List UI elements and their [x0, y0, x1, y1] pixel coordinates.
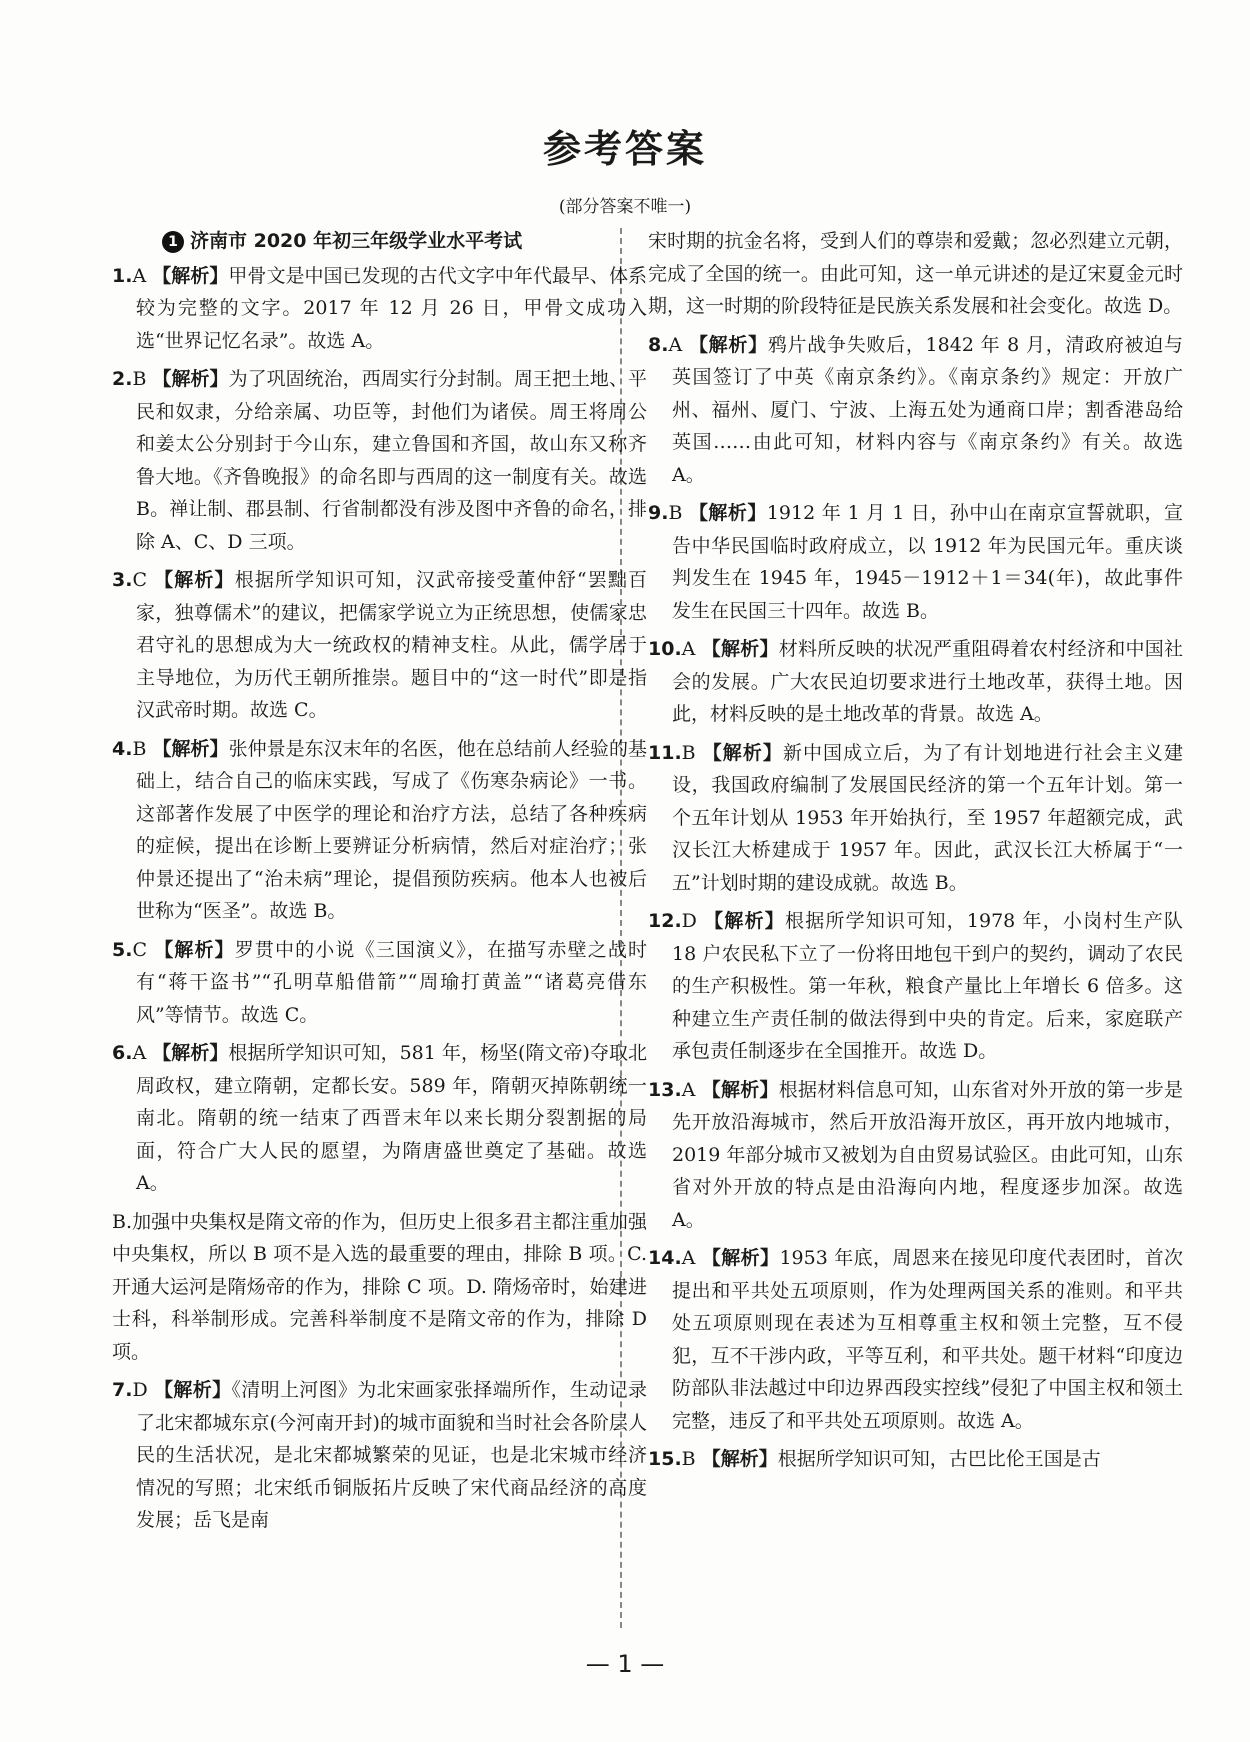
answer-item [112, 1037, 647, 1200]
analysis-tag: 【解析】 [704, 910, 785, 932]
left-answer-list [112, 260, 647, 1537]
answer-extra-note: B.加强中央集权是隋文帝的作为，但历史上很多君主都注重加强中央集权，所以 B 项不是入选的最重要的理由，排除 B 项。C. 开通大运河是隋炀帝的作为，排除 C 项。D. 隋炀帝时，始建进士科，科举制形成。完善科举制度不是隋文帝的作为，排除 D 项。 [112, 1210, 647, 1363]
answer-explanation: 1912 年 1 月 1 日，孙中山在南京宣誓就职，宣告中华民国临时政府成立，以 1912 年为民国元年。重庆谈判发生在 1945 年，1945－1912＋1＝34(年)，故此事件发生在民国三十四年。故选 B。 [672, 502, 1183, 622]
analysis-tag: 【解析】 [152, 1042, 229, 1064]
answer-item [648, 1443, 1183, 1476]
answer-explanation: 材料所反映的状况严重阻碍着农村经济和中国社会的发展。广大农民迫切要求进行土地改革，获得土地。因此，材料反映的是土地改革的背景。故选 A。 [672, 638, 1183, 725]
answer-choice: D [132, 1379, 148, 1401]
analysis-tag: 【解析】 [154, 938, 235, 961]
analysis-tag: 【解析】 [152, 368, 229, 390]
analysis-tag: 【解析】 [702, 741, 783, 764]
answer-choice: A [132, 264, 147, 287]
answer-number: 12. [648, 910, 682, 932]
analysis-tag: 【解析】 [154, 1379, 232, 1401]
answer-number: 3. [112, 569, 133, 591]
answer-item [648, 737, 1183, 900]
answer-number: 2. [112, 368, 133, 390]
answer-choice: A [668, 333, 683, 356]
answer-number: 11. [648, 741, 682, 764]
answer-explanation: 为了巩固统治，西周实行分封制。周王把土地、平民和奴隶，分给亲属、功臣等，封他们为诸侯。周王将周公和姜太公分别封于今山东，建立鲁国和齐国，故山东又称齐鲁大地。《齐鲁晚报》的命名即与西周的这一制度有关。故选 B。禅让制、郡县制、行省制都没有涉及图中齐鲁的命名，排除 A、C、D 三项。 [136, 368, 647, 553]
answer-explanation: 鸦片战争失败后，1842 年 8 月，清政府被迫与英国签订了中英《南京条约》。《南京条约》规定：开放广州、福州、厦门、宁波、上海五处为通商口岸；割香港岛给英国……由此可知，材料内容与《南京条约》有关。故选 A。 [672, 333, 1183, 486]
answer-explanation: 《清明上河图》为北宋画家张择端所作，生动记录了北宋都城东京(今河南开封)的城市面貌和当时社会各阶层人民的生活状况，是北宋都城繁荣的见证，也是北宋城市经济情况的写照；北宋纸币铜版拓片反映了宋代商品经济的高度发展；岳飞是南 [136, 1379, 647, 1531]
analysis-tag: 【解析】 [701, 1078, 779, 1101]
answer-item [648, 1242, 1183, 1437]
answer-choice: A [681, 1078, 696, 1101]
analysis-tag: 【解析】 [152, 264, 229, 287]
answer-item [648, 1074, 1183, 1237]
answer-number: 13. [648, 1078, 682, 1101]
analysis-tag: 【解析】 [701, 1448, 778, 1470]
answer-item [648, 905, 1183, 1068]
analysis-tag: 【解析】 [688, 333, 768, 356]
analysis-tag: 【解析】 [701, 1247, 780, 1269]
answer-item [112, 260, 647, 358]
analysis-tag: 【解析】 [701, 638, 779, 660]
answer-choice: A [681, 638, 696, 660]
answer-number: 15. [648, 1448, 682, 1470]
answer-explanation: 罗贯中的小说《三国演义》，在描写赤壁之战时有“蒋干盗书”“孔明草船借箭”“周瑜打黄盖”“诸葛亮借东风”等情节。故选 C。 [136, 938, 647, 1026]
answer-choice: A [681, 1247, 696, 1269]
answer-number: 4. [112, 737, 133, 760]
analysis-tag: 【解析】 [154, 569, 235, 591]
answer-choice: D [681, 910, 697, 932]
answer-item [112, 1374, 647, 1537]
answer-number: 7. [112, 1379, 133, 1401]
answer-choice: B [668, 502, 683, 524]
page-subtitle: (部分答案不唯一) [558, 197, 692, 217]
analysis-tag: 【解析】 [688, 502, 767, 524]
answer-number: 1. [112, 264, 133, 287]
answer-number: 8. [648, 333, 669, 356]
page-number: — 1 — [585, 1650, 665, 1678]
answer-number: 5. [112, 938, 133, 961]
answer-explanation: 根据所学知识可知，汉武帝接受董仲舒“罢黜百家，独尊儒术”的建议，把儒家学说立为正统思想，使儒家忠君守礼的思想成为大一统政权的精神支柱。从此，儒学居于主导地位，为历代王朝所推崇。题目中的“这一时代”即是指汉武帝时期。故选 C。 [136, 569, 647, 721]
answer-choice: B [681, 1448, 696, 1470]
answer-explanation: 新中国成立后，为了有计划地进行社会主义建设，我国政府编制了发展国民经济的第一个五年计划。第一个五年计划从 1953 年开始执行，至 1957 年超额完成，武汉长江大桥建成于 1957 年。因此，武汉长江大桥属于“一五”计划时期的建设成就。故选 B。 [672, 741, 1183, 894]
answer-explanation: 根据材料信息可知，山东省对外开放的第一步是先开放沿海城市，然后开放沿海开放区，再开放内地城市，2019 年部分城市又被划为自由贸易试验区。由此可知，山东省对外开放的特点是由沿海向内地，程度逐步加深。故选 A。 [672, 1078, 1183, 1231]
answer-explanation: 根据所学知识可知，古巴比伦王国是古 [777, 1448, 1101, 1470]
continued-answer-text: 宋时期的抗金名将，受到人们的尊崇和爱戴；忽必烈建立元朝，完成了全国的统一。由此可知，这一单元讲述的是辽宋夏金元时期，这一时期的阶段特征是民族关系发展和社会变化。故选 D。 [648, 230, 1183, 317]
answer-item [112, 934, 647, 1032]
answer-choice: A [132, 1042, 147, 1064]
page-title: 参考答案 [542, 127, 707, 171]
answer-explanation: 1953 年底，周恩来在接见印度代表团时，首次提出和平共处五项原则，作为处理两国关系的准则。和平共处五项原则现在表述为互相尊重主权和领土完整，互不侵犯，互不干涉内政，平等互利，和平共处。题干材料“印度边防部队非法越过中印边界西段实控线”侵犯了中国主权和领土完整，违反了和平共处五项原则。故选 A。 [672, 1247, 1183, 1432]
answer-number: 10. [648, 638, 682, 660]
analysis-tag: 【解析】 [152, 737, 229, 760]
answer-item [648, 329, 1183, 492]
answer-explanation: 甲骨文是中国已发现的古代文字中年代最早、体系较为完整的文字。2017 年 12 月 26 日，甲骨文成功入选“世界记忆名录”。故选 A。 [136, 264, 647, 352]
answer-number: 9. [648, 502, 669, 524]
answer-explanation: 张仲景是东汉末年的名医，他在总结前人经验的基础上，结合自己的临床实践，写成了《伤寒杂病论》一书。这部著作发展了中医学的理论和治疗方法，总结了各种疾病的症候，提出在诊断上要辨证分析病情，然后对症治疗；张仲景还提出了“治未病”理论，提倡预防疾病。他本人也被后世称为“医圣”。故选 B。 [136, 737, 647, 922]
answer-choice: B [132, 737, 147, 760]
answer-item [112, 564, 647, 727]
answer-item [112, 363, 647, 558]
answer-choice: C [132, 569, 147, 591]
answer-explanation: 根据所学知识可知，1978 年，小岗村生产队 18 户农民私下立了一份将田地包干到户的契约，调动了农民的生产积极性。第一年秋，粮食产量比上年增长 6 倍多。这种建立生产责任制的做法得到中央的肯定。后来，家庭联产承包责任制逐步在全国推开。故选 D。 [672, 910, 1183, 1062]
answer-choice: C [132, 938, 147, 961]
answer-number: 6. [112, 1042, 133, 1064]
right-column [648, 225, 1183, 1482]
answer-choice: B [132, 368, 147, 390]
answer-choice: B [681, 741, 696, 764]
answer-explanation: 根据所学知识可知，581 年，杨坚(隋文帝)夺取北周政权，建立隋朝，定都长安。589 年，隋朝灭掉陈朝统一南北。隋朝的统一结束了西晋末年以来长期分裂割据的局面，符合广大人民的愿望，为隋唐盛世奠定了基础。故选 A。 [136, 1042, 647, 1194]
answer-item [648, 497, 1183, 627]
section-heading [112, 225, 647, 258]
left-column [112, 225, 647, 1543]
right-answer-list [648, 329, 1183, 1476]
answer-item [112, 733, 647, 928]
section-number-badge: 1 [162, 231, 184, 253]
section-title: 济南市 2020 年初三年级学业水平考试 [190, 230, 523, 252]
answer-item [648, 633, 1183, 731]
answer-number: 14. [648, 1247, 682, 1269]
